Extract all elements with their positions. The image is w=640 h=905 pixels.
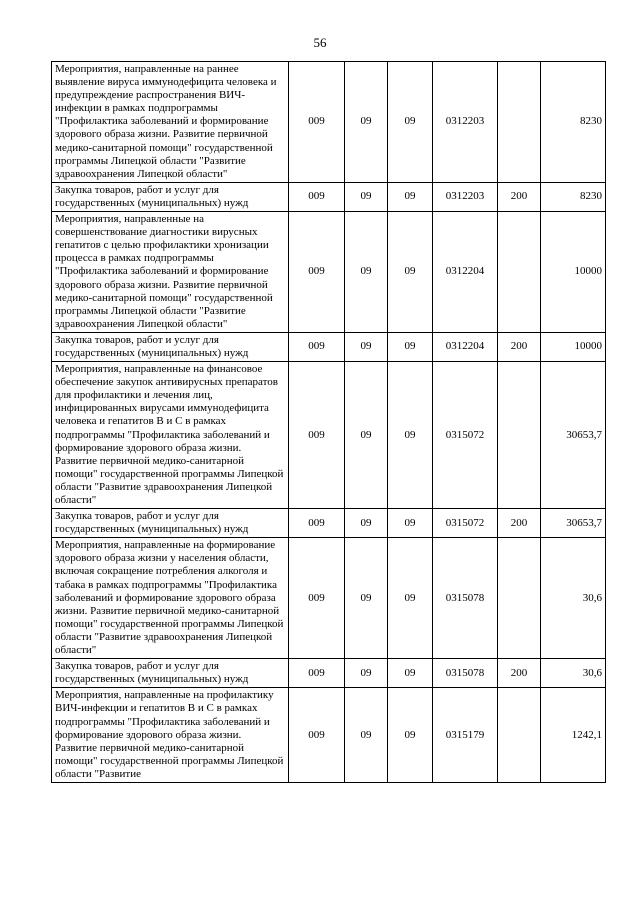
item-admin-code: 009 bbox=[289, 62, 345, 183]
item-amount: 8230 bbox=[541, 182, 606, 211]
item-amount: 30,6 bbox=[541, 538, 606, 659]
item-target-code: 0315072 bbox=[433, 509, 498, 538]
table-row bbox=[52, 182, 606, 211]
item-target-code: 0312203 bbox=[433, 182, 498, 211]
item-amount: 30,6 bbox=[541, 659, 606, 688]
item-admin-code: 009 bbox=[289, 212, 345, 333]
item-description: Закупка товаров, работ и услуг для государственных (муниципальных) нужд bbox=[52, 659, 289, 688]
item-description: Мероприятия, направленные на финансовое обеспечение закупок антивирусных препаратов для профилактики и лечения лиц, инфицированных вирусами иммунодефицита человека и гепатитов B и C в рамках подпрограммы "Профилактика заболеваний и формирование здорового образа жизни. Развитие первичной медико-санитарной помощи" государственной программы Липецкой области "Развитие здравоохранения Липецкой области" bbox=[52, 362, 289, 509]
item-target-code: 0315078 bbox=[433, 659, 498, 688]
item-subsection: 09 bbox=[388, 62, 433, 183]
item-expense-type: 200 bbox=[498, 332, 541, 361]
item-description: Мероприятия, направленные на формирование здорового образа жизни у населения области, включая сокращение потребления алкоголя и табака в рамках подпрограммы "Профилактика заболеваний и формирование здорового образа жизни. Развитие первичной медико-санитарной помощи" государственной программы Липецкой области "Развитие здравоохранения Липецкой области" bbox=[52, 538, 289, 659]
item-section: 09 bbox=[345, 509, 388, 538]
item-expense-type: 200 bbox=[498, 659, 541, 688]
table-row bbox=[52, 332, 606, 361]
item-description: Закупка товаров, работ и услуг для государственных (муниципальных) нужд bbox=[52, 182, 289, 211]
item-target-code: 0312204 bbox=[433, 212, 498, 333]
item-expense-type bbox=[498, 212, 541, 333]
item-target-code: 0312204 bbox=[433, 332, 498, 361]
item-description: Закупка товаров, работ и услуг для государственных (муниципальных) нужд bbox=[52, 332, 289, 361]
table-row bbox=[52, 538, 606, 659]
item-description: Мероприятия, направленные на раннее выявление вируса иммунодефицита человека и предупреждение распространения ВИЧ-инфекции в рамках подпрограммы "Профилактика заболеваний и формирование здорового образа жизни. Развитие первичной медико-санитарной помощи" государственной программы Липецкой области "Развитие здравоохранения Липецкой области" bbox=[52, 62, 289, 183]
item-amount: 30653,7 bbox=[541, 362, 606, 509]
item-admin-code: 009 bbox=[289, 182, 345, 211]
table-row bbox=[52, 659, 606, 688]
item-target-code: 0312203 bbox=[433, 62, 498, 183]
item-section: 09 bbox=[345, 62, 388, 183]
item-admin-code: 009 bbox=[289, 538, 345, 659]
item-section: 09 bbox=[345, 659, 388, 688]
item-admin-code: 009 bbox=[289, 688, 345, 783]
item-amount: 8230 bbox=[541, 62, 606, 183]
item-subsection: 09 bbox=[388, 688, 433, 783]
item-description: Закупка товаров, работ и услуг для государственных (муниципальных) нужд bbox=[52, 509, 289, 538]
item-expense-type bbox=[498, 538, 541, 659]
item-expense-type bbox=[498, 362, 541, 509]
table-row bbox=[52, 688, 606, 783]
item-expense-type: 200 bbox=[498, 509, 541, 538]
item-section: 09 bbox=[345, 212, 388, 333]
item-description: Мероприятия, направленные на профилактику ВИЧ-инфекции и гепатитов B и C в рамках подпрограммы "Профилактика заболеваний и формирование здорового образа жизни. Развитие первичной медико-санитарной помощи" государственной программы Липецкой области "Развитие bbox=[52, 688, 289, 783]
item-subsection: 09 bbox=[388, 182, 433, 211]
item-subsection: 09 bbox=[388, 659, 433, 688]
item-section: 09 bbox=[345, 688, 388, 783]
table-row bbox=[52, 62, 606, 183]
item-admin-code: 009 bbox=[289, 509, 345, 538]
item-subsection: 09 bbox=[388, 362, 433, 509]
table-row bbox=[52, 509, 606, 538]
page-number: 56 bbox=[313, 35, 327, 50]
item-section: 09 bbox=[345, 362, 388, 509]
item-admin-code: 009 bbox=[289, 332, 345, 361]
item-section: 09 bbox=[345, 182, 388, 211]
item-target-code: 0315072 bbox=[433, 362, 498, 509]
item-amount: 10000 bbox=[541, 212, 606, 333]
item-amount: 10000 bbox=[541, 332, 606, 361]
item-section: 09 bbox=[345, 332, 388, 361]
item-amount: 30653,7 bbox=[541, 509, 606, 538]
item-expense-type: 200 bbox=[498, 182, 541, 211]
item-subsection: 09 bbox=[388, 332, 433, 361]
budget-table bbox=[51, 61, 606, 783]
table-row bbox=[52, 362, 606, 509]
item-target-code: 0315179 bbox=[433, 688, 498, 783]
item-subsection: 09 bbox=[388, 509, 433, 538]
item-admin-code: 009 bbox=[289, 362, 345, 509]
item-amount: 1242,1 bbox=[541, 688, 606, 783]
item-target-code: 0315078 bbox=[433, 538, 498, 659]
item-admin-code: 009 bbox=[289, 659, 345, 688]
item-expense-type bbox=[498, 688, 541, 783]
item-expense-type bbox=[498, 62, 541, 183]
item-subsection: 09 bbox=[388, 538, 433, 659]
item-description: Мероприятия, направленные на совершенствование диагностики вирусных гепатитов с целью профилактики хронизации процесса в рамках подпрограммы "Профилактика заболеваний и формирование здорового образа жизни. Развитие первичной медико-санитарной помощи" государственной программы Липецкой области "Развитие здравоохранения Липецкой области" bbox=[52, 212, 289, 333]
item-section: 09 bbox=[345, 538, 388, 659]
table-row bbox=[52, 212, 606, 333]
item-subsection: 09 bbox=[388, 212, 433, 333]
